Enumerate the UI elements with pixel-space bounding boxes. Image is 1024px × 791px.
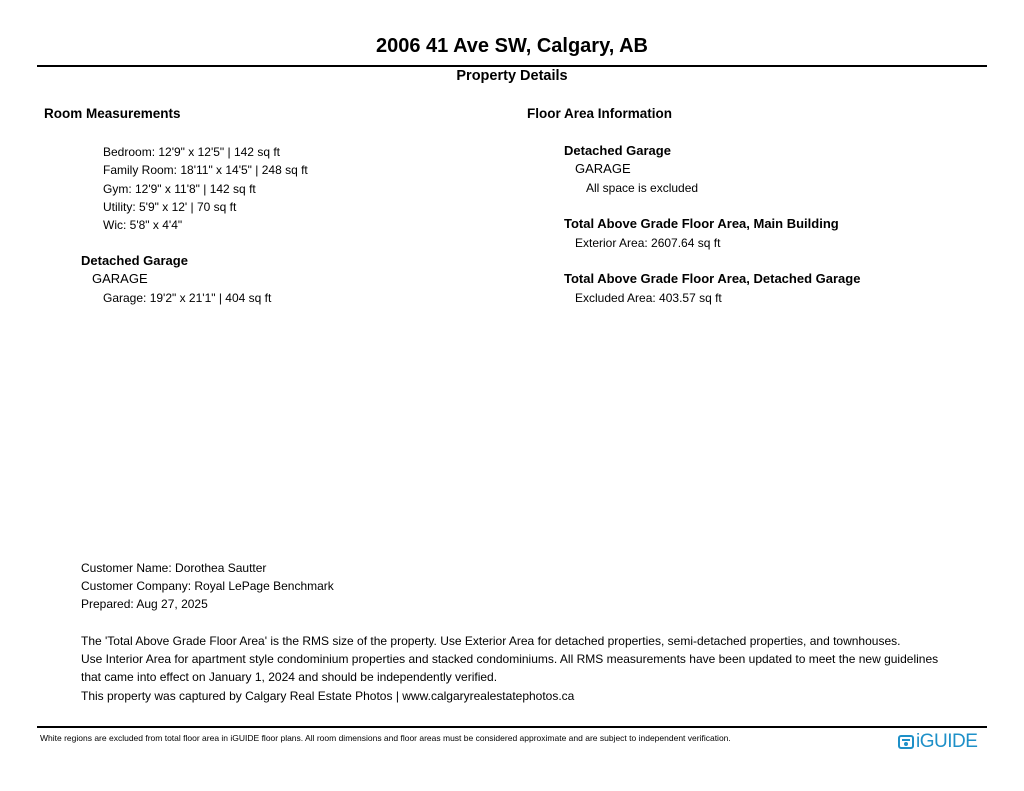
iguide-logo-text: iGUIDE (916, 731, 978, 752)
main-building-area-heading: Total Above Grade Floor Area, Main Building (564, 216, 839, 231)
main-building-area-value: Exterior Area: 2607.64 sq ft (575, 236, 721, 250)
garage-area-heading: Total Above Grade Floor Area, Detached Garage (564, 271, 861, 286)
customer-info (81, 559, 334, 614)
footer-note: White regions are excluded from total floor area in iGUIDE floor plans. All room dimensions and floor areas must be considered approximate and are subject to independent verification. (40, 733, 731, 743)
header-divider (37, 65, 987, 67)
page-subtitle: Property Details (456, 68, 568, 84)
footer-divider (37, 726, 987, 728)
disclaimer-line-3: that came into effect on January 1, 2024 and should be independently verified. (81, 670, 498, 685)
page-title: 2006 41 Ave SW, Calgary, AB (376, 35, 648, 57)
room-list (103, 143, 308, 234)
room-garage-building: Detached Garage (81, 253, 188, 268)
room-item-gym: Gym: 12'9" x 11'8" | 142 sq ft (103, 181, 256, 196)
room-item-wic: Wic: 5'8" x 4'4" (103, 218, 183, 233)
customer-company: Customer Company: Royal LePage Benchmark (81, 579, 334, 594)
room-item-family-room: Family Room: 18'11" x 14'5" | 248 sq ft (103, 163, 308, 178)
capture-credit: This property was captured by Calgary Real Estate Photos | www.calgaryrealestatephotos.ca (81, 688, 575, 703)
room-item-garage: Garage: 19'2" x 21'1" | 404 sq ft (103, 291, 272, 305)
floor-garage-level: GARAGE (575, 161, 631, 176)
room-item-utility: Utility: 5'9" x 12' | 70 sq ft (103, 199, 237, 214)
room-item-bedroom: Bedroom: 12'9" x 12'5" | 142 sq ft (103, 145, 280, 159)
garage-area-value: Excluded Area: 403.57 sq ft (575, 291, 722, 305)
disclaimer-line-2: Use Interior Area for apartment style condominium properties and stacked condominiums. All RMS measurements have been updated to meet the new guidelines (81, 652, 939, 667)
floor-garage-note: All space is excluded (586, 181, 699, 195)
floor-area-heading: Floor Area Information (527, 106, 673, 121)
room-measurements-heading: Room Measurements (44, 106, 181, 121)
prepared-date: Prepared: Aug 27, 2025 (81, 597, 208, 612)
floor-garage-building: Detached Garage (564, 143, 671, 158)
rms-disclaimer (81, 632, 938, 705)
iguide-camera-icon (898, 734, 914, 750)
room-garage-level: GARAGE (92, 271, 148, 286)
iguide-logo (898, 731, 977, 753)
disclaimer-line-1: The 'Total Above Grade Floor Area' is the RMS size of the property. Use Exterior Area for detached properties, semi-detached properties, and townhouses. (81, 634, 901, 648)
customer-name: Customer Name: Dorothea Sautter (81, 561, 267, 575)
